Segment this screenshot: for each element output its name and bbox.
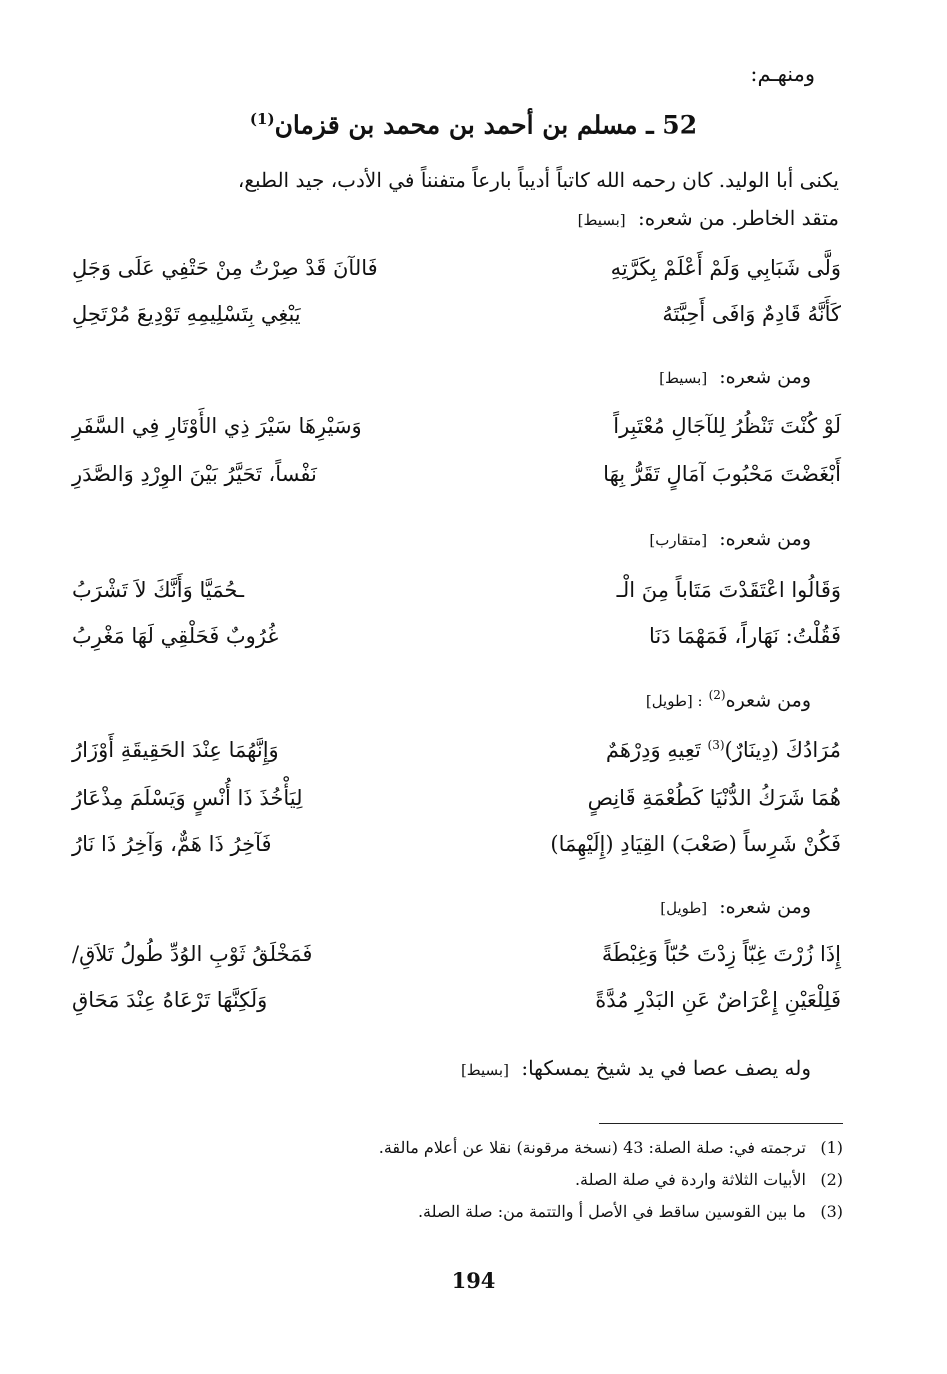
section-label: ومن شعره: [725, 689, 811, 712]
verse-right-hemistich: فَكُنْ شَرِساً (صَعْبَ) القِيَادِ (إِلَيْهِمَا): [550, 832, 841, 856]
verse-left-hemistich: فَالآنَ قَدْ صِرْتُ مِنْ حَتْفِي عَلَى وَجَلِ: [72, 256, 378, 280]
closing-line: [461, 1056, 811, 1080]
verse-right-hemistich: أَبْغَضْتَ مَحْبُوبَ آمَالٍ تَقَرُّ بِهَا: [603, 462, 841, 486]
verse-left-hemistich: فَمَخْلَقُ ثَوْبِ الوُدِّ طُولُ تَلاَقِ/: [72, 942, 313, 966]
verse-right-hemistich: فَقُلْتُ: نَهَاراً، فَمَهْمَا دَنَا: [648, 624, 841, 648]
title-footnote-ref: (1): [249, 110, 275, 128]
meter-label: [بسيط]: [577, 211, 626, 229]
verse-right-hemistich: وَقَالُوا اعْتَقَدْتَ مَتَاباً مِنَ الْـ: [616, 578, 841, 602]
footnote: [575, 1170, 843, 1189]
meter-label: [بسيط]: [460, 1061, 509, 1079]
closing-text: وله يصف عصا في يد شيخ يمسكها:: [521, 1056, 811, 1080]
section-heading: [660, 896, 811, 918]
meter-label: [بسيط]: [659, 369, 708, 387]
bio-paragraph-line-1: يكنى أبا الوليد. كان رحمه الله كاتباً أديباً بارعاً متفنناً في الأدب، جيد الطبع،: [237, 168, 839, 192]
verse-right-hemistich: [461, 738, 841, 762]
verse-left-hemistich: فَآخِرُ ذَا هَمٌّ، وَآخِرُ ذَا نَارُ: [72, 832, 272, 856]
verse-right-hemistich: فَلِلْعَيْنِ إِعْرَاضٌ عَنِ البَدْرِ مُدَّةً: [595, 988, 841, 1012]
meter-label: [طويل]: [660, 899, 708, 917]
verse-left-hemistich: لِيَأْخُذَ ذَا أُنْسٍ وَيَسْلَمَ مِذْعَارُ: [72, 786, 303, 810]
meter-label: [متقارب]: [649, 531, 708, 549]
section-heading: [646, 688, 811, 711]
bio-paragraph-text: متقد الخاطر. من شعره:: [638, 206, 839, 230]
footnote-divider: [599, 1123, 843, 1124]
verse-left-hemistich: وَسَيْرِهَا سَيْرَ ذِي الأَوْتَارِ فِي السَّفَرِ: [72, 414, 362, 438]
footnote-text: ترجمته في: صلة الصلة: 43 (نسخة مرقونة) نقلا عن أعلام مالقة.: [378, 1138, 806, 1157]
footnote-number: (1): [820, 1138, 843, 1157]
footnote-number: (2): [820, 1170, 843, 1189]
section-heading: [659, 366, 811, 388]
intro-heading: ومنهـم:: [750, 62, 815, 86]
verse-footnote-ref: (3): [707, 738, 725, 752]
bio-paragraph-line-2: [578, 206, 839, 230]
footnote: [379, 1138, 843, 1157]
entry-title-text: 52 ـ مسلم بن أحمد بن محمد بن قزمان: [274, 110, 698, 140]
verse-left-hemistich: وَلَكِنَّهَا تَرْعَاهُ عِنْدَ مَحَاقِ: [72, 988, 268, 1012]
verse-left-hemistich: نَفْساً، تَحَيَّرُ بَيْنَ الوِرْدِ وَالصَّدَرِ: [72, 462, 317, 486]
footnote: [418, 1202, 843, 1221]
section-label: ومن شعره:: [719, 896, 811, 918]
verse-right-hemistich: لَوْ كُنْتَ تَنْظُرُ لِلآجَالِ مُعْتَبِراً: [613, 414, 841, 438]
verse-text: تَعِيهِ وَدِرْهَمٌ: [605, 738, 708, 762]
verse-left-hemistich: يَبْغِي بِتَسْلِيمِهِ تَوْدِيعَ مُرْتَحِلِ: [72, 302, 301, 326]
footnote-text: الأبيات الثلاثة واردة في صلة الصلة.: [574, 1170, 806, 1189]
footnote-text: ما بين القوسين ساقط في الأصل أ والتتمة من: صلة الصلة.: [417, 1202, 806, 1221]
verse-left-hemistich: وَإِنَّهُمَا عِنْدَ الحَقِيقَةِ أَوْزَارُ: [72, 738, 279, 762]
section-label: ومن شعره:: [719, 366, 811, 388]
verse-left-hemistich: ـحُمَيَّا وَأَنَّكَ لاَ تَشْرَبُ: [72, 578, 245, 602]
verse-left-hemistich: غُرُوبٌ فَحَلْقِي لَهَا مَغْرِبُ: [72, 624, 279, 648]
verse-text: مُرَادُكَ (دِينَارٌ): [724, 738, 841, 762]
verse-right-hemistich: كَأَنَّهُ قَادِمٌ وَافَى أَحِبَّتَهُ: [662, 302, 841, 326]
page-number: 194: [451, 1268, 496, 1293]
meter-label: : [طويل]: [645, 692, 703, 711]
verse-right-hemistich: وَلَّى شَبَابِي وَلَمْ أَعْلَمْ بِكَرَّتِهِ: [610, 256, 841, 280]
footnote-number: (3): [820, 1202, 843, 1221]
verse-right-hemistich: هُمَا شَرَكُ الدُّنْيَا كَطُعْمَةِ قَانِصٍ: [587, 786, 841, 810]
section-heading: [649, 528, 811, 550]
entry-title: [0, 110, 947, 139]
section-label: ومن شعره:: [719, 528, 811, 550]
section-footnote-ref: (2): [708, 688, 726, 702]
verse-right-hemistich: إِذَا زُرْتَ غِبّاً زِدْتَ حُبّاً وَغِبْطَةً: [601, 942, 841, 966]
